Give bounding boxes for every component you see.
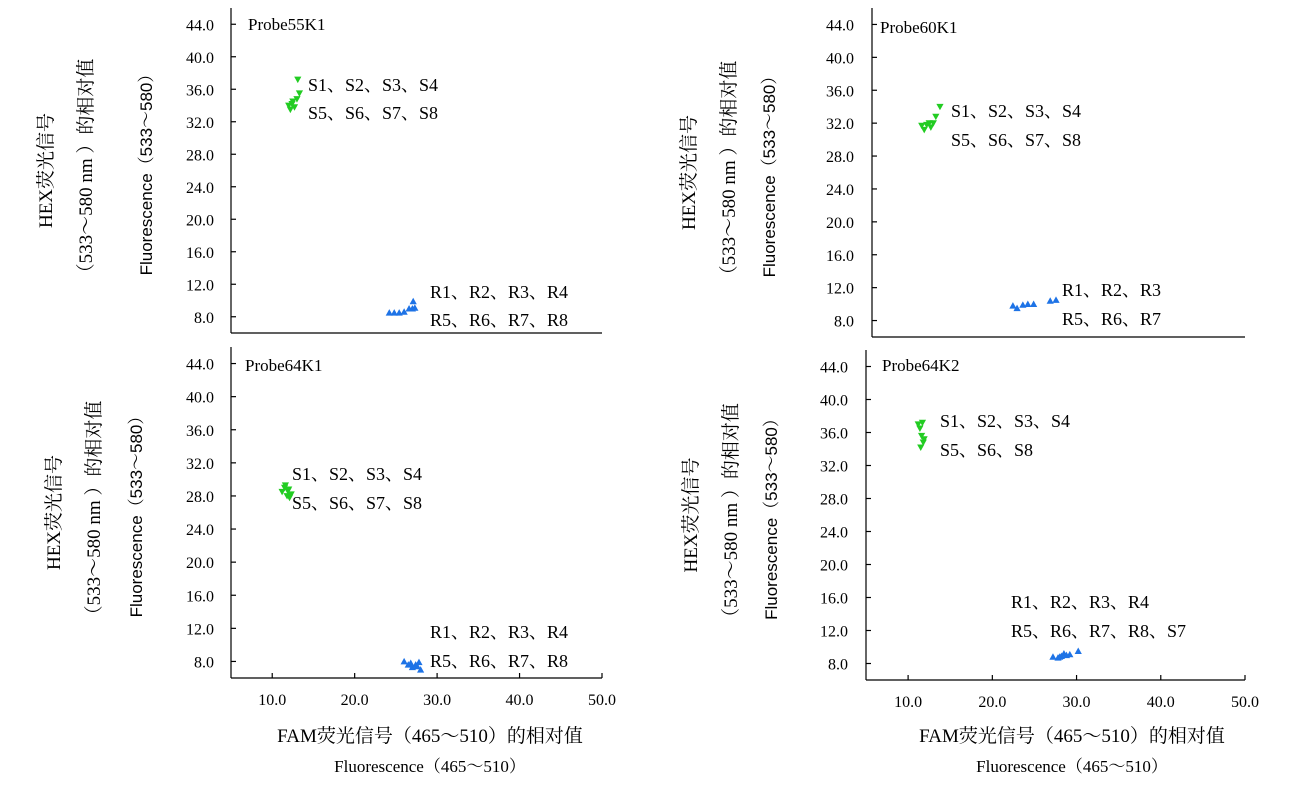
y-tick-label: 28.0 xyxy=(186,488,214,506)
group-label-line1: S1、S2、S3、S4 xyxy=(292,464,423,484)
group-label-line2: R5、R6、R7、R8 xyxy=(430,651,569,671)
x-tick-label: 30.0 xyxy=(1062,694,1091,711)
y-axis-title-line2: （533～580 nm ）的相对值 xyxy=(76,58,97,283)
x-tick-label: 10.0 xyxy=(258,692,287,709)
y-tick-label: 36.0 xyxy=(186,82,214,100)
y-axis-title-block xyxy=(680,403,781,627)
y-tick-label: 12.0 xyxy=(186,277,214,295)
y-tick-label: 16.0 xyxy=(820,590,848,608)
scatter-panel-4 xyxy=(680,350,1259,711)
y-axis-title-block xyxy=(35,59,156,283)
group-label-line2: S5、S6、S7、S8 xyxy=(308,103,439,123)
y-axis-title: HEX荧光信号 xyxy=(679,114,700,231)
panel-title: Probe55K1 xyxy=(248,15,326,34)
y-tick-label: 8.0 xyxy=(194,309,214,327)
y-axis-title-line2: （533～580 nm ）的相对值 xyxy=(719,60,740,285)
y-tick-label: 16.0 xyxy=(826,247,854,265)
x-axis-title: FAM荧光信号（465～510）的相对值 xyxy=(277,726,583,747)
scatter-panel-2 xyxy=(678,8,1245,337)
scatter-panel-1 xyxy=(35,8,602,333)
y-tick-label: 16.0 xyxy=(186,588,214,606)
y-tick-label: 32.0 xyxy=(186,455,214,473)
y-tick-label: 40.0 xyxy=(186,49,214,67)
y-axis-title-block xyxy=(678,61,779,285)
series-R xyxy=(1009,296,1059,311)
y-tick-label: 24.0 xyxy=(186,522,214,540)
data-point xyxy=(294,77,301,83)
series-R xyxy=(401,658,425,673)
data-point xyxy=(296,90,303,96)
y-tick-label: 8.0 xyxy=(834,313,854,331)
data-point xyxy=(1075,648,1082,654)
y-tick-label: 24.0 xyxy=(186,179,214,197)
y-tick-label: 12.0 xyxy=(820,623,848,641)
y-tick-label: 20.0 xyxy=(186,555,214,573)
data-point xyxy=(916,425,923,431)
y-axis-subtitle: Fluorescence（533～580） xyxy=(760,67,779,278)
group-label-line1: S1、S2、S3、S4 xyxy=(940,411,1071,431)
y-tick-label: 44.0 xyxy=(186,356,214,374)
y-tick-label: 8.0 xyxy=(828,656,848,674)
panel-title: Probe64K1 xyxy=(245,356,323,375)
group-label-line1: R1、R2、R3、R4 xyxy=(430,622,569,642)
y-tick-label: 24.0 xyxy=(820,524,848,542)
y-axis-title: HEX荧光信号 xyxy=(681,457,702,573)
series-S xyxy=(285,77,303,114)
x-axis-subtitle: Fluorescence（465～510） xyxy=(976,757,1168,776)
y-tick-label: 12.0 xyxy=(826,280,854,298)
y-axis-subtitle: Fluorescence（533～580） xyxy=(127,407,146,618)
y-tick-label: 36.0 xyxy=(186,422,214,440)
data-point xyxy=(401,308,408,314)
y-tick-label: 44.0 xyxy=(186,17,214,35)
y-axis-title-line2: （533～580 nm ）的相对值 xyxy=(721,403,742,627)
y-tick-label: 8.0 xyxy=(194,654,214,672)
data-point xyxy=(917,444,924,450)
data-point xyxy=(936,104,943,110)
x-tick-label: 20.0 xyxy=(978,694,1007,711)
group-label-line2: R5、R6、R7、R8 xyxy=(430,310,569,330)
data-point xyxy=(415,659,422,665)
data-point xyxy=(932,114,939,120)
y-tick-label: 40.0 xyxy=(826,50,854,68)
group-label-line1: R1、R2、R3、R4 xyxy=(1011,592,1150,612)
y-axis-subtitle: Fluorescence（533～580） xyxy=(762,410,781,620)
group-label-line2: R5、R6、R7 xyxy=(1062,309,1162,329)
series-R xyxy=(1049,648,1081,661)
group-label-line2: S5、S6、S7、S8 xyxy=(292,493,423,513)
panel-title: Probe60K1 xyxy=(880,18,958,37)
x-axis-subtitle: Fluorescence（465～510） xyxy=(334,757,526,776)
x-tick-label: 40.0 xyxy=(1146,694,1175,711)
y-tick-label: 32.0 xyxy=(826,116,854,134)
group-label-line2: S5、S6、S7、S8 xyxy=(951,130,1082,150)
series-S xyxy=(918,104,943,134)
x-tick-label: 50.0 xyxy=(588,692,616,709)
series-S xyxy=(915,420,928,451)
scatter-panel-3 xyxy=(43,347,616,709)
group-label-line1: S1、S2、S3、S4 xyxy=(308,75,439,95)
group-label-line1: R1、R2、R3 xyxy=(1062,280,1162,300)
y-tick-label: 44.0 xyxy=(820,359,848,377)
y-tick-label: 12.0 xyxy=(186,621,214,639)
y-tick-label: 16.0 xyxy=(186,244,214,262)
y-axis-title-line2: （533～580 nm ）的相对值 xyxy=(84,400,105,625)
y-axis-title: HEX荧光信号 xyxy=(36,112,57,229)
y-tick-label: 32.0 xyxy=(186,114,214,132)
y-tick-label: 20.0 xyxy=(820,557,848,575)
y-tick-label: 44.0 xyxy=(826,17,854,35)
data-point xyxy=(1024,301,1031,307)
data-point xyxy=(1030,301,1037,307)
y-axis-subtitle: Fluorescence（533～580） xyxy=(137,65,156,276)
y-tick-label: 20.0 xyxy=(826,214,854,232)
y-axis-title-block xyxy=(43,401,146,625)
y-axis-title: HEX荧光信号 xyxy=(44,454,65,571)
x-tick-label: 10.0 xyxy=(894,694,923,711)
group-label-line1: R1、R2、R3、R4 xyxy=(430,282,569,302)
series-R xyxy=(386,298,419,316)
x-tick-label: 50.0 xyxy=(1231,694,1259,711)
y-tick-label: 40.0 xyxy=(186,389,214,407)
x-tick-label: 20.0 xyxy=(340,692,369,709)
y-tick-label: 28.0 xyxy=(186,147,214,165)
data-point xyxy=(410,298,417,304)
y-tick-label: 28.0 xyxy=(826,149,854,167)
panel-title: Probe64K2 xyxy=(882,356,960,375)
y-tick-label: 20.0 xyxy=(186,212,214,230)
group-label-line2: R5、R6、R7、R8、S7 xyxy=(1011,621,1187,641)
x-axis-title: FAM荧光信号（465～510）的相对值 xyxy=(919,726,1225,747)
y-tick-label: 32.0 xyxy=(820,458,848,476)
y-tick-label: 40.0 xyxy=(820,392,848,410)
y-tick-label: 24.0 xyxy=(826,181,854,199)
y-tick-label: 36.0 xyxy=(826,83,854,101)
x-tick-label: 40.0 xyxy=(505,692,534,709)
y-tick-label: 28.0 xyxy=(820,491,848,509)
y-tick-label: 36.0 xyxy=(820,425,848,443)
group-label-line2: S5、S6、S8 xyxy=(940,440,1034,460)
data-point xyxy=(401,658,408,664)
x-tick-label: 30.0 xyxy=(423,692,452,709)
data-point xyxy=(1052,296,1059,302)
group-label-line1: S1、S2、S3、S4 xyxy=(951,101,1082,121)
